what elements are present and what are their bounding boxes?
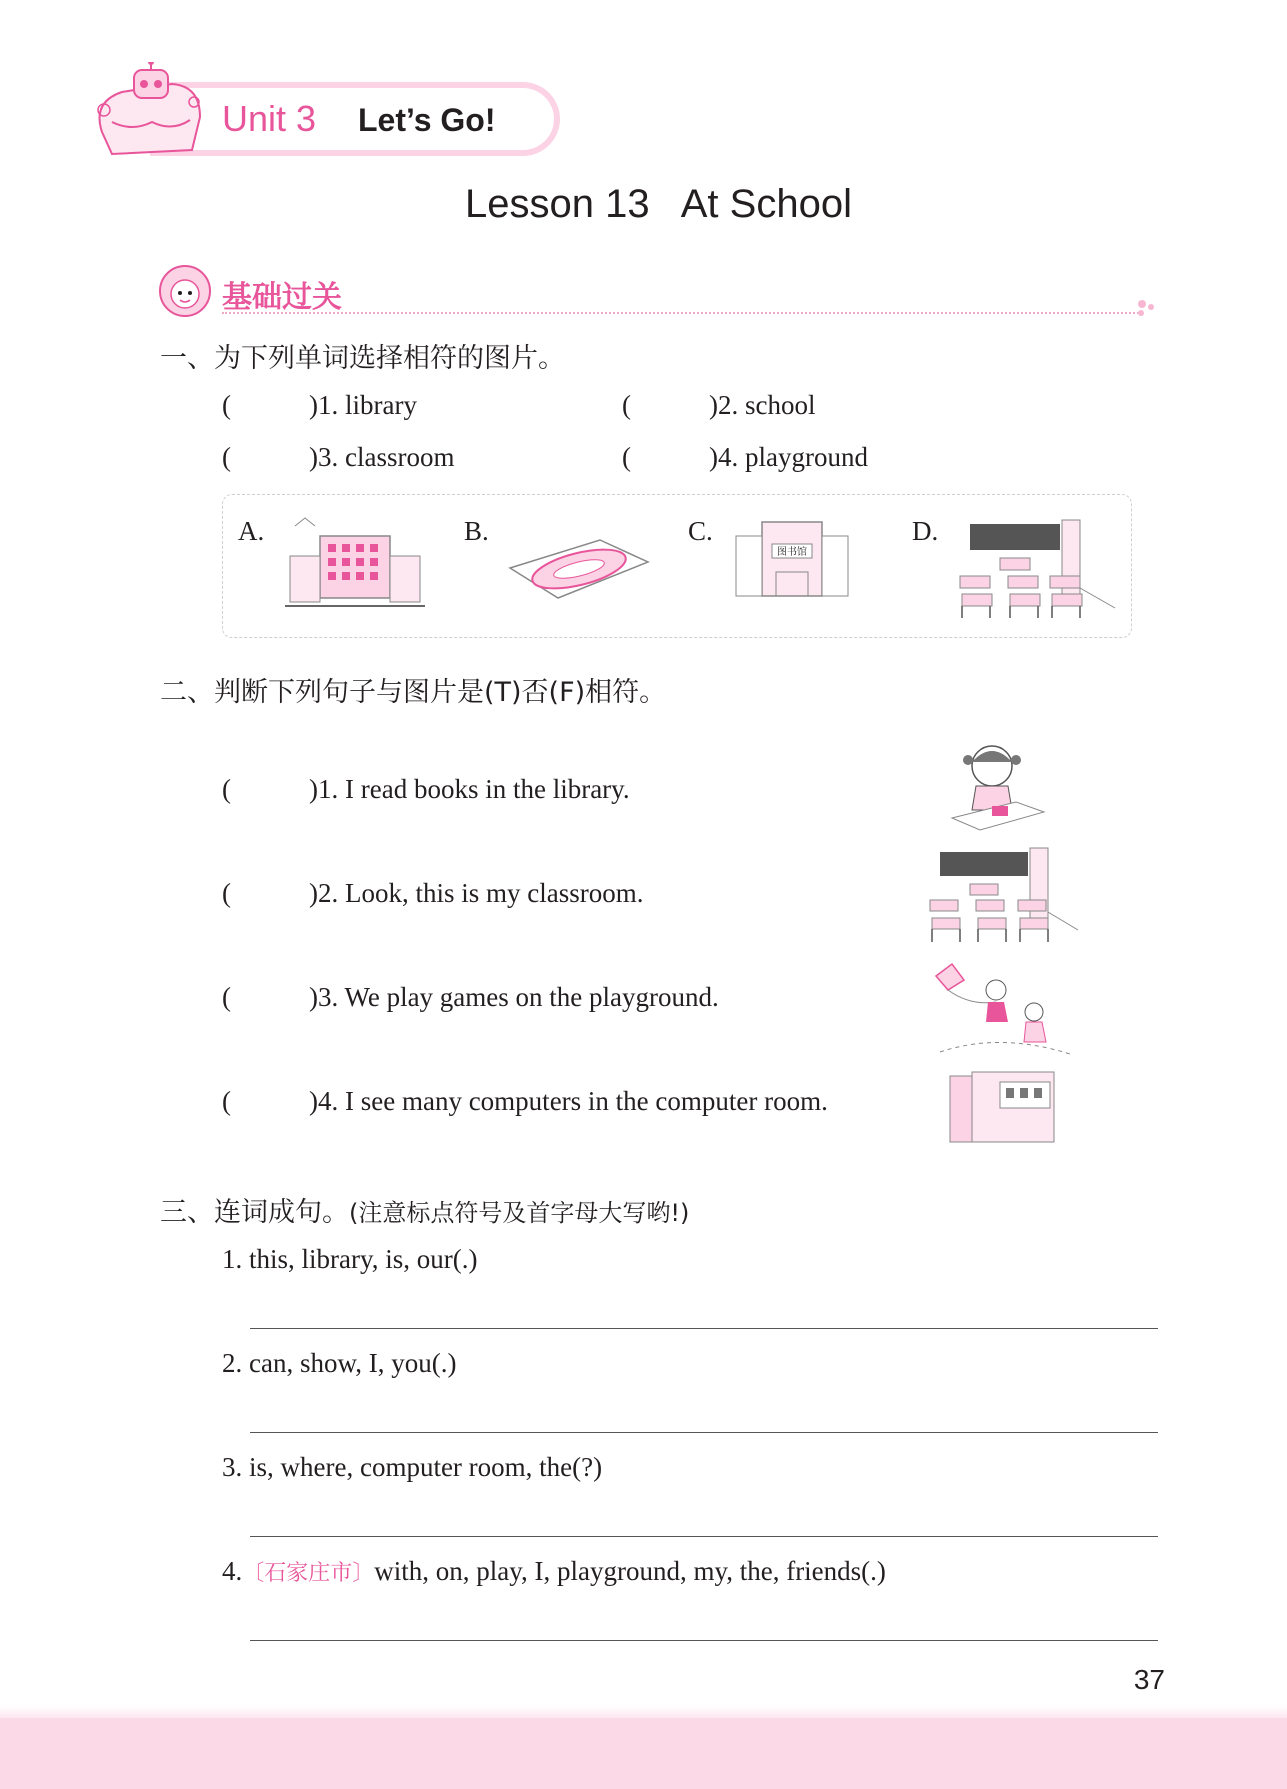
item-text: 3. classroom — [318, 442, 455, 472]
picture-label-a: A. — [238, 516, 265, 546]
part2-item-3 — [222, 982, 719, 1013]
answer-paren-open[interactable]: ( — [222, 1086, 231, 1116]
part1-item-1 — [222, 390, 417, 421]
picture-label-b: B. — [464, 516, 489, 546]
classroom-icon — [950, 518, 1120, 624]
robot-mascot-icon — [82, 62, 212, 158]
answer-line-2[interactable] — [250, 1432, 1158, 1433]
item-text: 1. I read books in the library. — [318, 774, 630, 804]
part3-item-4 — [222, 1556, 886, 1587]
girl-face-icon — [158, 264, 212, 318]
section-divider — [222, 312, 1142, 314]
divider-dot — [1148, 304, 1154, 310]
item-text: 4. playground — [718, 442, 868, 472]
part1-item-3 — [222, 442, 454, 473]
picture-label-c: C. — [688, 516, 713, 546]
part1-item-2 — [622, 390, 816, 421]
item-text: 2. school — [718, 390, 816, 420]
answer-paren-open[interactable]: ( — [222, 442, 231, 472]
answer-paren-close: ) — [309, 442, 318, 472]
part2-heading: 二、判断下列句子与图片是(T)否(F)相符。 — [160, 677, 667, 708]
answer-paren-close: ) — [709, 442, 718, 472]
part1-item-4 — [622, 442, 868, 473]
part3-item-2: 2. can, show, I, you(.) — [222, 1348, 457, 1378]
library-icon — [732, 514, 852, 606]
answer-paren-close: ) — [309, 982, 318, 1012]
region-tag: 〔石家庄市〕 — [242, 1560, 375, 1585]
answer-paren-close: ) — [309, 774, 318, 804]
bottom-band — [0, 1718, 1287, 1789]
part2-item-1 — [222, 774, 630, 805]
item-number: 4. — [222, 1556, 243, 1586]
part2-item-2 — [222, 878, 644, 909]
divider-dot — [1138, 300, 1146, 308]
item-text: 1. library — [318, 390, 417, 420]
item-text: with, on, play, I, playground, my, the, friends(.) — [374, 1556, 886, 1586]
unit-title: Let’s Go! — [358, 102, 496, 138]
page-number: 37 — [1133, 1664, 1165, 1695]
answer-paren-open[interactable]: ( — [622, 442, 631, 472]
answer-paren-close: ) — [309, 878, 318, 908]
school-building-icon — [280, 516, 430, 612]
room-door-icon — [946, 1070, 1058, 1146]
answer-line-1[interactable] — [250, 1328, 1158, 1329]
library-sign: 图书馆 — [777, 547, 807, 558]
part3-hint: (注意标点符号及首字母大写哟!) — [349, 1199, 690, 1227]
item-text: 2. Look, this is my classroom. — [318, 878, 644, 908]
section-heading: 基础过关 — [222, 280, 342, 315]
unit-label: Unit 3 — [222, 98, 317, 139]
answer-paren-open[interactable]: ( — [222, 390, 231, 420]
girl-reading-icon — [946, 736, 1050, 836]
item-text: 3. We play games on the playground. — [318, 982, 719, 1012]
answer-paren-open[interactable]: ( — [622, 390, 631, 420]
answer-line-3[interactable] — [250, 1536, 1158, 1537]
part2-item-4 — [222, 1086, 828, 1117]
part1-heading: 一、为下列单词选择相符的图片。 — [160, 343, 565, 374]
lesson-title: Lesson 13 At School — [465, 182, 852, 226]
answer-paren-close: ) — [709, 390, 718, 420]
answer-paren-open[interactable]: ( — [222, 774, 231, 804]
part3-item-3: 3. is, where, computer room, the(?) — [222, 1452, 603, 1482]
part3-heading — [160, 1190, 689, 1229]
answer-paren-close: ) — [309, 390, 318, 420]
divider-dot — [1138, 310, 1144, 316]
answer-paren-open[interactable]: ( — [222, 982, 231, 1012]
answer-line-4[interactable] — [250, 1640, 1158, 1641]
answer-paren-open[interactable]: ( — [222, 878, 231, 908]
item-text: 4. I see many computers in the computer room. — [318, 1086, 828, 1116]
part3-item-1: 1. this, library, is, our(.) — [222, 1244, 478, 1274]
kids-kite-icon — [930, 962, 1076, 1058]
part3-title: 三、连词成句。 — [160, 1197, 349, 1228]
classroom-icon — [922, 846, 1082, 946]
playground-track-icon — [500, 528, 650, 604]
answer-paren-close: ) — [309, 1086, 318, 1116]
picture-label-d: D. — [912, 516, 939, 546]
